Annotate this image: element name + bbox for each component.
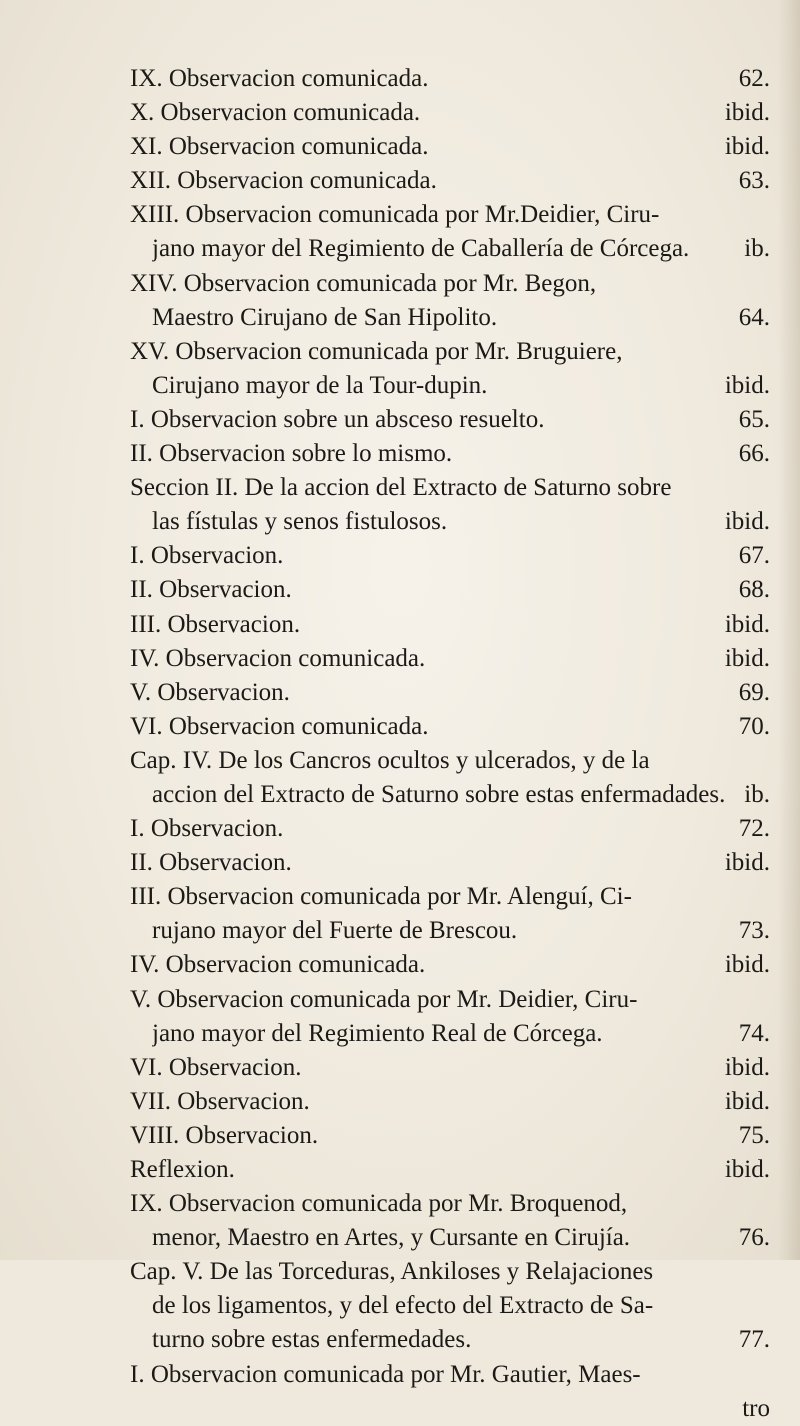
entry-text: VI. Observacion.	[130, 1053, 302, 1081]
toc-entry	[130, 96, 770, 130]
entry-text: I. Observacion comunicada por Mr. Gautier, Maes-	[130, 1360, 641, 1388]
entry-text: I. Observacion.	[130, 815, 284, 843]
page-number: ibid.	[724, 1053, 770, 1081]
entry-text-continued: Maestro Cirujano de San Hipolito.	[152, 303, 498, 331]
page-number: 66.	[738, 440, 770, 468]
entry-text: VI. Observacion comunicada.	[130, 712, 429, 740]
entry-text-continued: las fístulas y senos fistulosos.	[152, 508, 448, 536]
toc-entry	[130, 573, 770, 607]
toc-entry	[130, 335, 770, 403]
entry-text: IX. Observacion comunicada por Mr. Broquenod,	[130, 1190, 628, 1218]
page-number: 68.	[738, 576, 770, 604]
page-number: 74.	[738, 1019, 770, 1047]
page-number: ib.	[744, 235, 770, 263]
entry-text: XIII. Observacion comunicada por Mr.Deidier, Ciru-	[130, 201, 660, 229]
page-number: ibid.	[724, 133, 770, 161]
page-number: 67.	[738, 542, 770, 570]
toc-entry	[130, 1187, 770, 1255]
entry-text: Reflexion.	[130, 1156, 235, 1183]
page-number: ibid.	[724, 99, 770, 127]
page-number: ibid.	[724, 951, 770, 979]
entry-text: XII. Observacion comunicada.	[130, 167, 437, 195]
entry-text: IV. Observacion comunicada.	[130, 951, 426, 979]
entry-text-continued: rujano mayor del Fuerte de Brescou.	[152, 917, 518, 945]
entry-text: Cap. IV. De los Cancros ocultos y ulcerados, y de la	[130, 746, 650, 774]
entry-text: IV. Observacion comunicada.	[130, 644, 426, 672]
toc-section-heading	[130, 471, 770, 539]
entry-text: XV. Observacion comunicada por Mr. Bruguiere,	[130, 337, 623, 365]
page-number: 72.	[738, 815, 770, 843]
toc-entry	[130, 812, 770, 846]
page-number: 62.	[738, 65, 770, 92]
page-number: ibid.	[724, 1087, 770, 1115]
entry-text: V. Observacion comunicada por Mr. Deidier, Ciru-	[130, 985, 638, 1013]
entry-text: IX. Observacion comunicada.	[130, 65, 429, 92]
toc-entry	[130, 1358, 770, 1426]
page-number: 77.	[738, 1326, 770, 1354]
entry-text: VIII. Observacion.	[130, 1121, 319, 1149]
entry-text: II. Observacion.	[130, 576, 292, 604]
entry-text-continued: turno sobre estas enfermedades.	[152, 1326, 472, 1354]
page-number: ibid.	[724, 371, 770, 399]
toc-entry	[130, 1153, 770, 1187]
page-number: 63.	[738, 167, 770, 195]
entry-text: Cap. V. De las Torceduras, Ankiloses y Relajaciones	[130, 1258, 654, 1286]
toc-entry	[130, 437, 770, 471]
entry-text-continued: de los ligamentos, y del efecto del Extracto de Sa-	[152, 1292, 654, 1320]
toc-entry	[130, 164, 770, 198]
page-number: ibid.	[724, 849, 770, 877]
entry-text-continued: Cirujano mayor de la Tour-dupin.	[152, 371, 488, 399]
page-number: ibid.	[724, 610, 770, 638]
toc-entry	[130, 642, 770, 676]
toc-entry	[130, 130, 770, 164]
toc-entry	[130, 267, 770, 335]
toc-chapter-heading	[130, 744, 770, 812]
toc-entry	[130, 539, 770, 573]
entry-text-continued: accion del Extracto de Saturno sobre estas enfermadades.	[152, 780, 726, 808]
entry-text: I. Observacion.	[130, 542, 284, 570]
entry-text: VII. Observacion.	[130, 1087, 310, 1115]
page-number: 75.	[738, 1121, 770, 1149]
entry-text: III. Observacion comunicada por Mr. Alenguí, Ci-	[130, 883, 632, 911]
toc-entry	[130, 846, 770, 880]
page-number: 73.	[738, 917, 770, 945]
page-number: ibid.	[724, 508, 770, 536]
toc-entry	[130, 1051, 770, 1085]
page-number: ibid.	[724, 644, 770, 672]
toc-entry	[130, 403, 770, 437]
entry-text-continued: jano mayor del Regimiento Real de Córcega.	[152, 1019, 603, 1047]
page-number: ib.	[744, 780, 770, 808]
entry-text: I. Observacion sobre un absceso resuelto.	[130, 405, 545, 433]
catchword: tro	[742, 1394, 770, 1422]
toc-entry	[130, 948, 770, 982]
table-of-contents	[130, 62, 770, 1426]
page-number: 70.	[738, 712, 770, 740]
entry-text-continued: menor, Maestro en Artes, y Cursante en Cirujía.	[152, 1224, 631, 1252]
page-number: 76.	[738, 1224, 770, 1252]
entry-text-continued: jano mayor del Regimiento de Caballería de Córcega.	[152, 235, 690, 263]
toc-entry	[130, 198, 770, 266]
entry-text: V. Observacion.	[130, 678, 290, 706]
page-number: ibid.	[724, 1156, 770, 1183]
toc-entry	[130, 608, 770, 642]
entry-text: II. Observacion sobre lo mismo.	[130, 440, 453, 468]
toc-entry	[130, 676, 770, 710]
toc-entry	[130, 62, 770, 96]
entry-text: X. Observacion comunicada.	[130, 99, 421, 127]
page-number: 65.	[738, 405, 770, 433]
entry-text: II. Observacion.	[130, 849, 292, 877]
page-number: 69.	[738, 678, 770, 706]
toc-chapter-heading	[130, 1255, 770, 1357]
toc-entry	[130, 983, 770, 1051]
entry-text: Seccion II. De la accion del Extracto de Saturno sobre	[130, 474, 672, 502]
page-number: 64.	[738, 303, 770, 331]
toc-entry	[130, 880, 770, 948]
toc-entry	[130, 1119, 770, 1153]
toc-entry	[130, 1085, 770, 1119]
entry-text: XI. Observacion comunicada.	[130, 133, 429, 161]
toc-entry	[130, 710, 770, 744]
entry-text: XIV. Observacion comunicada por Mr. Begon,	[130, 269, 597, 297]
page-edge-shadow	[778, 0, 800, 1260]
entry-text: III. Observacion.	[130, 610, 301, 638]
